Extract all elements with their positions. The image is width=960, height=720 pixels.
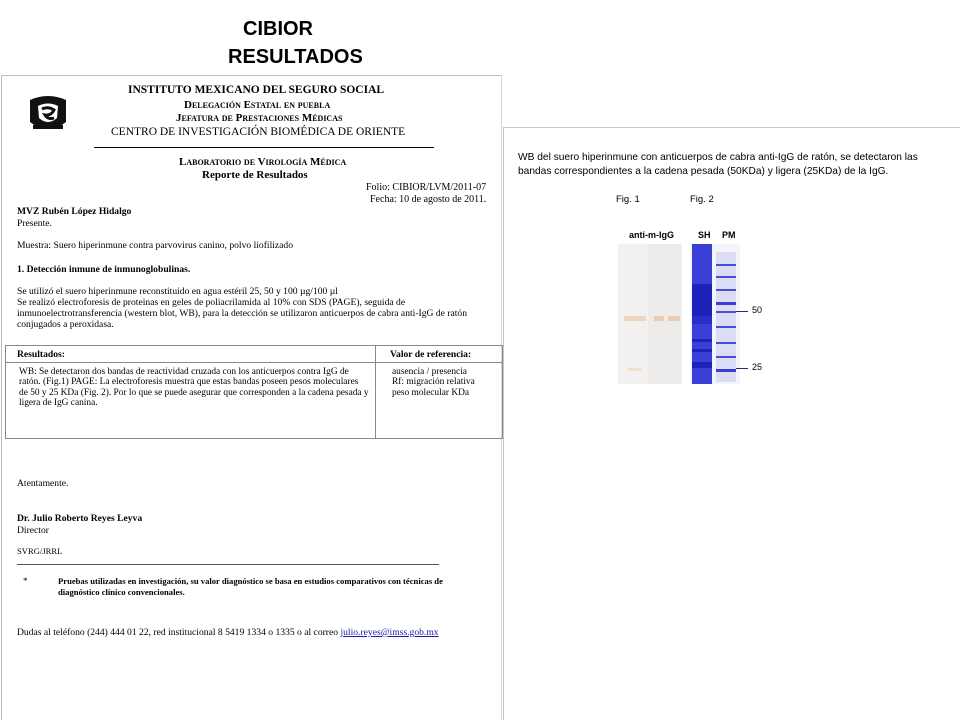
reference-cell [392,367,500,398]
footnote-text: Pruebas utilizadas en investigación, su valor diagnóstico se basa en estudios comparativos con técnicas de diagnóstico clínico convencionales. [58,576,443,597]
sample-description: Muestra: Suero hiperinmune contra parvovirus canino, polvo liofilizado [17,240,294,251]
lane-label-anti-m-igg: anti-m-IgG [629,230,674,240]
footer-divider [17,564,439,565]
western-blot-image [618,244,682,384]
figure-description: WB del suero hiperinmune con anticuerpos de cabra anti-IgG de ratón, se detectaron las bandas correspondientes a la cadena pesada (50KDa) y ligera (25KDa) de la IgG. [518,152,918,177]
report-date: Fecha: 10 de agosto de 2011. [370,194,487,205]
results-table [5,345,503,439]
lane-label-sh: SH [698,230,711,240]
recipient-name: MVZ Rubén López Hidalgo [17,206,132,217]
center-name: CENTRO DE INVESTIGACIÓN BIOMÉDICA DE ORIENTE [111,126,406,138]
fig2-label: Fig. 2 [690,194,714,205]
reference-line: peso molecular KDa [392,387,470,398]
reference-line: Rf: migración relativa [392,377,475,388]
results-column-header: Resultados: [17,349,65,360]
marker-50-label: 50 [752,305,763,315]
reference-column-header: Valor de referencia: [390,349,472,360]
institution-name: INSTITUTO MEXICANO DEL SEGURO SOCIAL [128,84,385,96]
laboratory-name: Laboratorio de Virología Médica [179,156,347,168]
marker-25-line [736,368,748,369]
page-gel-image [690,244,740,384]
marker-50-line [736,311,748,312]
contact-text: Dudas al teléfono (244) 444 01 22, red institucional 8 5419 1334 o 1335 o al correo [17,627,341,638]
fig1-label: Fig. 1 [616,194,640,205]
lane-label-pm: PM [722,230,736,240]
results-report-document [1,75,502,720]
footnote-marker: * [23,576,28,586]
slide-title-line2: RESULTADOS [228,46,363,68]
contact-line [17,627,439,638]
header-divider [94,147,434,148]
contact-email-link[interactable]: julio.reyes@imss.gob.mx [340,627,439,638]
method-paragraph-2: Se realizó electroforesis de proteinas en geles de poliacrilamida al 10% con SDS (PAGE), seguida de inmunoelectrotransferencia (western blot, WB), para la detección se utilizaron anticuerpos de cabra anti-IgG de ratón conjugados a peroxidasa. [17,297,468,330]
figure-panel [503,127,960,720]
presente-text: Presente. [17,218,52,229]
slide-title-line1: CIBIOR [243,18,313,40]
reference-line: ausencia / presencia [392,367,467,377]
imss-logo-icon [24,92,72,138]
initials-text: SVRG/JRRL [17,546,63,556]
marker-25-label: 25 [752,362,763,372]
closing-text: Atentamente. [17,478,69,489]
delegation-name: Delegación Estatal en puebla [184,99,331,111]
signer-name: Dr. Julio Roberto Reyes Leyva [17,513,143,524]
section-heading: 1. Detección inmune de inmunoglobulinas. [17,264,191,275]
folio-number: Folio: CIBIOR/LVM/2011-07 [366,182,487,193]
signer-title: Director [17,525,49,536]
jefatura-name: Jefatura de Prestaciones Médicas [176,112,343,124]
method-paragraph-1: Se utilizó el suero hiperinmune reconstituido en agua estéril 25, 50 y 100 µg/100 µl [17,286,338,297]
report-title: Reporte de Resultados [202,169,308,181]
table-column-divider [375,346,376,438]
results-cell: WB: Se detectaron dos bandas de reactividad cruzada con los anticuerpos contra IgG de ratón. (Fig.1) PAGE: La electroforesis muestra que estas bandas poseen pesos moleculares de 50 y 25 KDa (Fig. 2). Por lo que se puede asegurar que corresponden a la cadena pesada y ligera de IgG canina. [19,367,369,408]
